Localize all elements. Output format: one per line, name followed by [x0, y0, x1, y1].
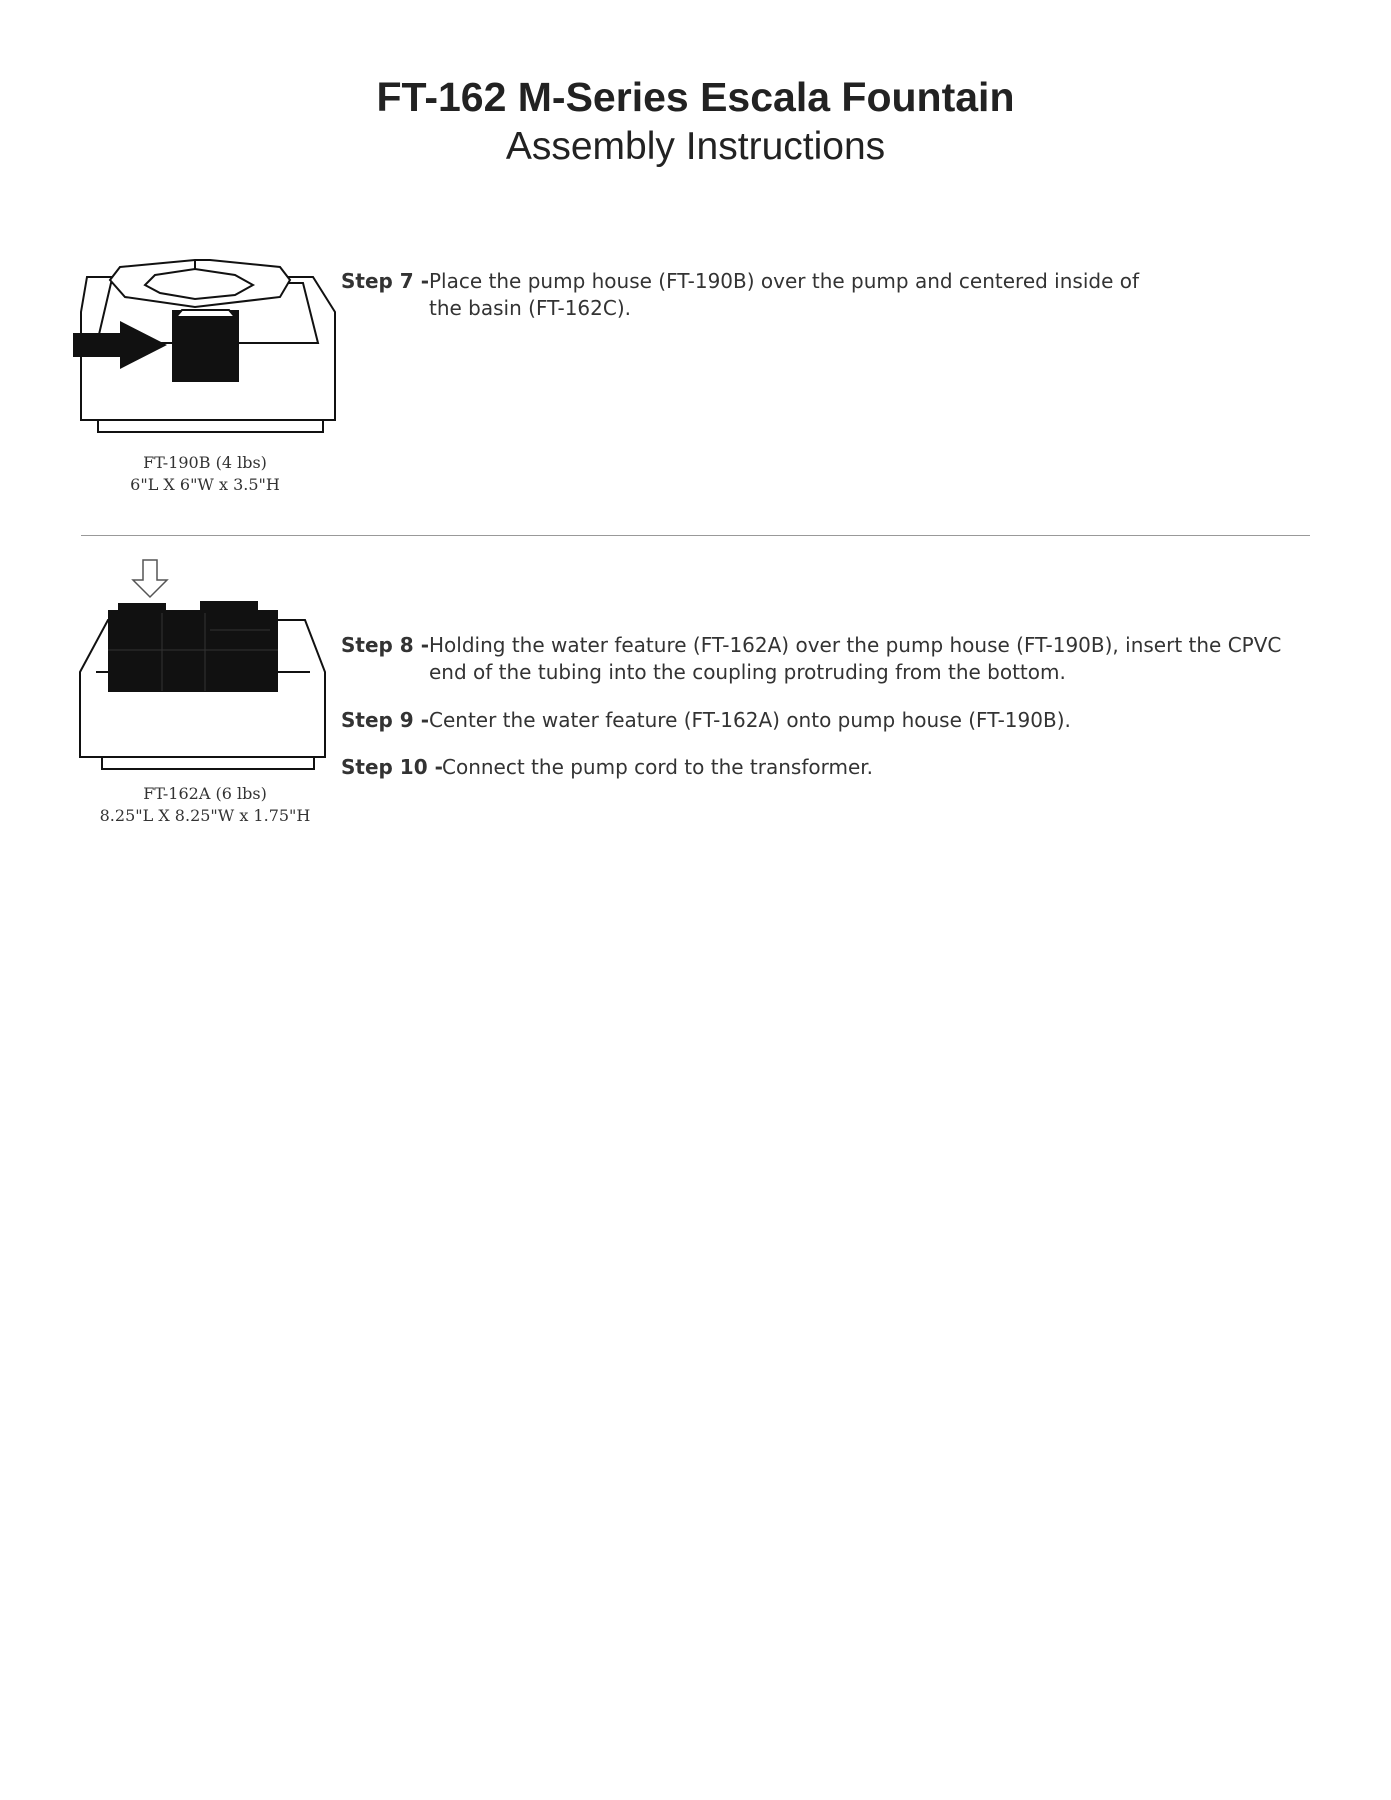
step-label: Step 10 - [341, 755, 443, 779]
figure-caption-water-feature [85, 783, 325, 827]
step-text: Holding the water feature (FT-162A) over the pump house (FT-190B), insert the CPVC end of the tubing into the coupling protruding from the bottom. [429, 633, 1282, 684]
document-title: FT-162 M-Series Escala Fountain [376, 74, 1015, 120]
caption-dimensions: 8.25"L X 8.25"W x 1.75"H [99, 806, 311, 825]
step-text: Center the water feature (FT-162A) onto pump house (FT-190B). [429, 708, 1071, 732]
step-text: Place the pump house (FT-190B) over the pump and centered inside of the basin (FT-162C). [429, 269, 1140, 320]
step-label: Step 9 - [341, 708, 429, 732]
step-label: Step 7 - [341, 269, 429, 293]
water-feature-diagram [70, 555, 340, 775]
step-text: Connect the pump cord to the transformer. [442, 755, 874, 779]
caption-part-name: FT-162A (6 lbs) [143, 784, 267, 803]
step-label: Step 8 - [341, 633, 429, 657]
section-divider [81, 535, 1310, 536]
figure-caption-pump-house [85, 452, 325, 496]
caption-dimensions: 6"L X 6"W x 3.5"H [130, 475, 280, 494]
document-subtitle: Assembly Instructions [505, 125, 886, 168]
pump-house-diagram [65, 255, 355, 440]
caption-part-name: FT-190B (4 lbs) [143, 453, 267, 472]
